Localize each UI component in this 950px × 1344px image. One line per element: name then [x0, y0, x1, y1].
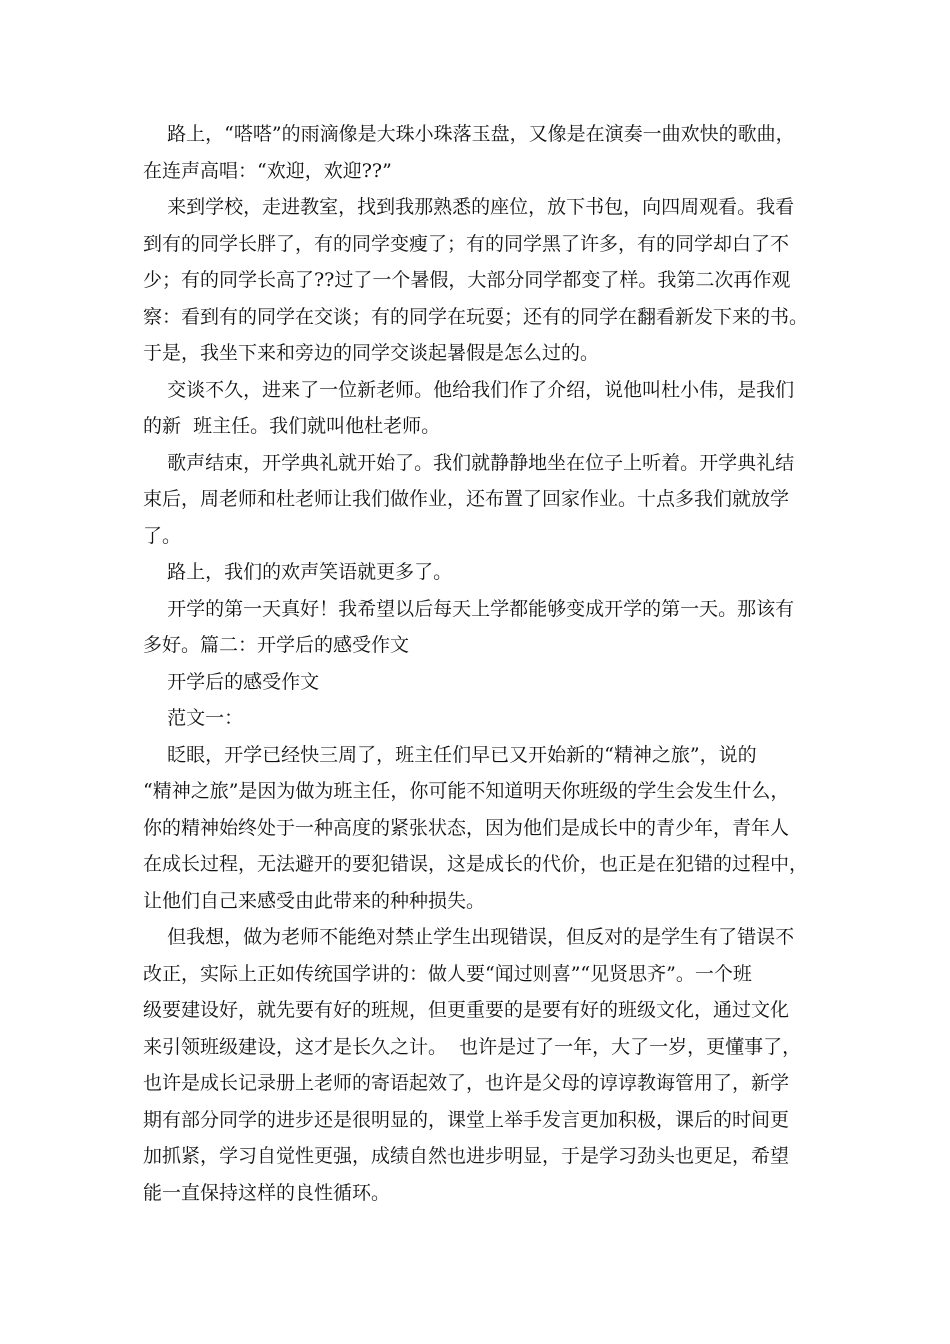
text-line: 加抓紧，学习自觉性更强，成绩自然也进步明显，于是学习劲头也更足，希望 [143, 1145, 790, 1167]
subheading: 范文一： [143, 707, 244, 729]
text-line: 能一直保持这样的良性循环。 [143, 1181, 391, 1204]
text-line: 了。 [143, 524, 182, 547]
text-line: 在连声高唱：“欢迎，欢迎??” [143, 159, 392, 182]
text-line: 于是，我坐下来和旁边的同学交谈起暑假是怎么过的。 [143, 342, 600, 364]
text-line: 路上，我们的欢声笑语就更多了。 [143, 561, 453, 583]
text-line: 你的精神始终处于一种高度的紧张状态，因为他们是成长中的青少年，青年人 [143, 816, 790, 839]
text-line: 来到学校，走进教室，找到我那熟悉的座位，放下书包，向四周观看。我看 [143, 196, 795, 218]
text-line: 少；有的同学长高了??过了一个暑假，大部分同学都变了样。我第二次再作观 [143, 269, 791, 291]
text-line: 眨眼，开学已经快三周了，班主任们早已又开始新的“精神之旅”，说的 [143, 743, 757, 766]
essay-text [143, 116, 828, 1211]
text-line: 让他们自己来感受由此带来的种种损失。 [143, 889, 486, 912]
text-line: 来引领班级建设，这才是长久之计。 也许是过了一年，大了一岁，更懂事了， [143, 1035, 802, 1058]
text-line: 级要建设好，就先要有好的班规，但更重要的是要有好的班级文化，通过文化 [143, 999, 790, 1021]
text-line: 也许是成长记录册上老师的寄语起效了，也许是父母的谆谆教诲管用了，新学 [143, 1072, 790, 1094]
text-line: 在成长过程，无法避开的要犯错误，这是成长的代价，也正是在犯错的过程中， [143, 853, 809, 875]
text-line: “精神之旅”是因为做为班主任，你可能不知道明天你班级的学生会发生什么， [143, 780, 790, 802]
text-line: 束后，周老师和杜老师让我们做作业，还布置了回家作业。十点多我们就放学 [143, 488, 790, 510]
section-heading: 开学后的感受作文 [143, 670, 320, 693]
text-line: 多好。篇二：开学后的感受作文 [143, 634, 410, 656]
text-line: 改正，实际上正如传统国学讲的：做人要“闻过则喜”“见贤思齐”。一个班 [143, 962, 752, 985]
text-line: 路上，“嗒嗒”的雨滴像是大珠小珠落玉盘，又像是在演奏一曲欢快的歌曲， [143, 123, 795, 145]
text-line: 到有的同学长胖了，有的同学变瘦了；有的同学黑了许多，有的同学却白了不 [143, 232, 790, 255]
text-line: 的新 班主任。我们就叫他杜老师。 [143, 415, 441, 437]
text-line: 交谈不久，进来了一位新老师。他给我们作了介绍，说他叫杜小伟，是我们 [143, 378, 795, 401]
text-line: 开学的第一天真好！我希望以后每天上学都能够变成开学的第一天。那该有 [143, 597, 795, 620]
text-line: 察：看到有的同学在交谈；有的同学在玩耍；还有的同学在翻看新发下来的书。 [143, 305, 809, 328]
text-line: 期有部分同学的进步还是很明显的，课堂上举手发言更加积极，课后的时间更 [143, 1108, 790, 1131]
text-line: 歌声结束，开学典礼就开始了。我们就静静地坐在位子上听着。开学典礼结 [143, 451, 795, 474]
text-line: 但我想，做为老师不能绝对禁止学生出现错误，但反对的是学生有了错误不 [143, 926, 795, 948]
